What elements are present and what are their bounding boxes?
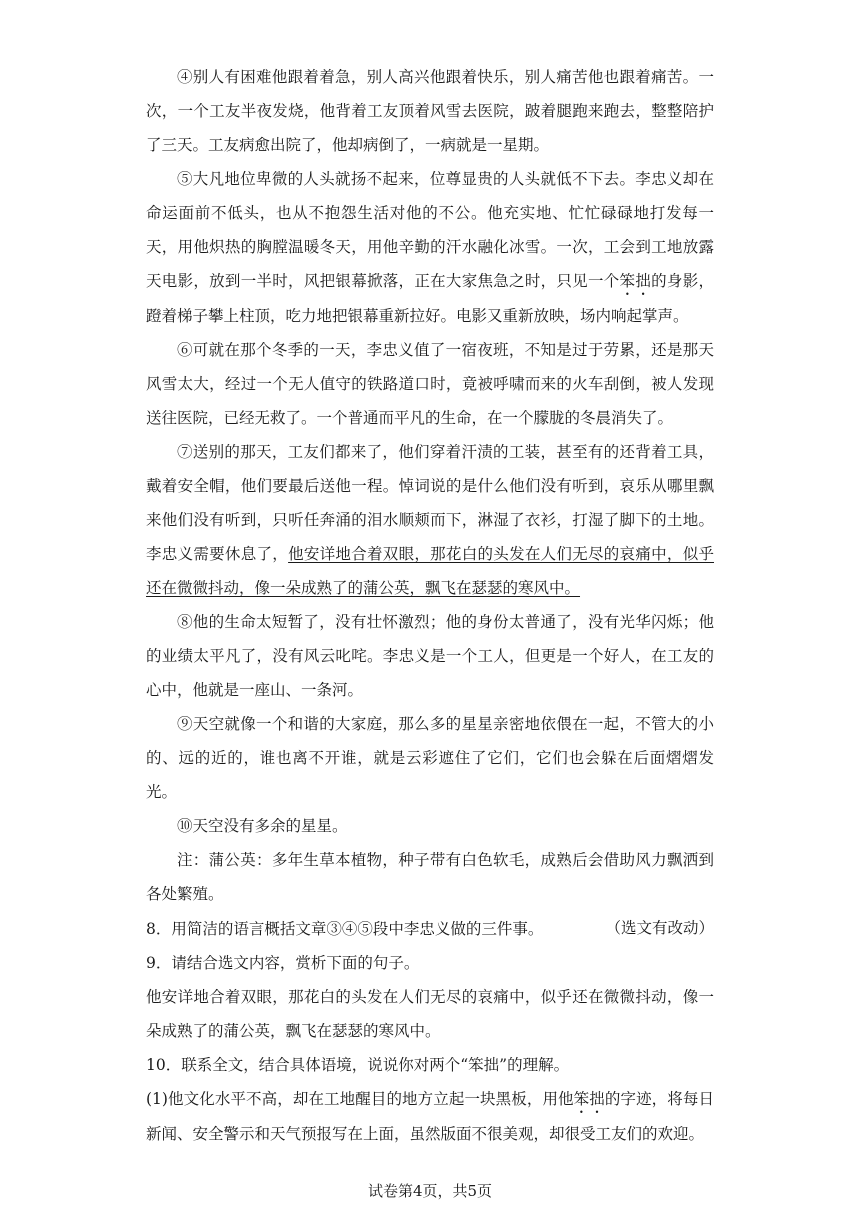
paragraph-9: ⑨天空就像一个和谐的大家庭，那么多的星星亲密地依偎在一起，不管大的小的、远的近的，谁也离不开谁，就是云彩遮住了它们，它们也会躲在后面熠熠发光。	[146, 715, 714, 801]
q10-text-b: 的字迹，将每日新闻、安全警示和天气预报写在上面，虽然版面不很美观，却很受工友们的欢迎。	[146, 1090, 714, 1143]
reading-passage	[146, 60, 714, 945]
question-8: 8．用简洁的语言概括文章③④⑤段中李忠义做的三件事。	[146, 920, 544, 938]
question-9-quote: 他安详地合着双眼，那花白的头发在人们无尽的哀痛中，似乎还在微微抖动，像一朵成熟了的蒲公英，飘飞在瑟瑟的寒风中。	[146, 988, 714, 1040]
q10-text-a: (1)他文化水平不高，却在工地醒目的地方立起一块黑板，用他	[146, 1090, 574, 1108]
question-10: 10．联系全文，结合具体语境，说说你对两个“笨拙”的理解。	[146, 1056, 570, 1074]
footnote: 注：蒲公英：多年生草本植物，种子带有白色软毛，成熟后会借助风力飘洒到各处繁殖。	[146, 851, 714, 903]
emphasized-word: 笨拙	[573, 1090, 605, 1108]
paragraph-8: ⑧他的生命太短暂了，没有壮怀激烈；他的身份太普通了，没有光华闪烁；他的业绩太平凡了，没有风云叱咤。李忠义是一个工人，但更是一个好人，在工友的心中，他就是一座山、一条河。	[146, 613, 714, 699]
paragraph-7	[146, 435, 714, 605]
underlined-sentence: 他安详地合着双眼，那花白的头发在人们无尽的哀痛中，似乎还在微微抖动，像一朵成熟了的蒲公英，飘飞在瑟瑟的寒风中。	[146, 545, 714, 597]
emphasized-word: 笨拙	[619, 272, 652, 290]
paragraph-5-text-b: 的身影，蹬着梯子攀上柱顶，吃力地把银幕重新拉好。电影又重新放映，场内响起掌声。	[146, 272, 714, 325]
question-10-part-1	[146, 1082, 714, 1151]
question-9: 9．请结合选文内容，赏析下面的句子。	[146, 954, 420, 972]
paragraph-10: ⑩天空没有多余的星星。	[177, 817, 348, 835]
paragraph-7-text: ⑦送别的那天，工友们都来了，他们穿着汗渍的工装，甚至有的还背着工具，戴着安全帽，他们要最后送他一程。悼词说的是什么他们没有听到，哀乐从哪里飘来他们没有听到，只听任奔涌的泪水顺颊而下，淋湿了衣衫，打湿了脚下的土地。李忠义需要休息了，	[146, 443, 714, 563]
questions	[146, 912, 714, 1151]
paragraph-5	[146, 162, 714, 333]
page-footer: 试卷第4页，共5页	[367, 1182, 493, 1200]
source-note: （选文有改动）	[605, 919, 714, 937]
paragraph-5-text-a: ⑤大凡地位卑微的人头就扬不起来，位尊显贵的人头就低不下去。李忠义却在命运面前不低头，也从不抱怨生活对他的不公。他充实地、忙忙碌碌地打发每一天，用他炽热的胸膛温暖冬天，用他辛勤的汗水融化冰雪。一次，工会到工地放露天电影，放到一半时，风把银幕掀落，正在大家焦急之时，只见一个	[146, 170, 714, 290]
paragraph-4: ④别人有困难他跟着着急，别人高兴他跟着快乐，别人痛苦他也跟着痛苦。一次，一个工友半夜发烧，他背着工友顶着风雪去医院，跛着腿跑来跑去，整整陪护了三天。工友病愈出院了，他却病倒了，一病就是一星期。	[146, 68, 714, 154]
paragraph-6: ⑥可就在那个冬季的一天，李忠义值了一宿夜班，不知是过于劳累，还是那天风雪太大，经过一个无人值守的铁路道口时，竟被呼啸而来的火车刮倒，被人发现送往医院，已经无救了。一个普通而平凡的生命，在一个朦胧的冬晨消失了。	[146, 341, 714, 427]
